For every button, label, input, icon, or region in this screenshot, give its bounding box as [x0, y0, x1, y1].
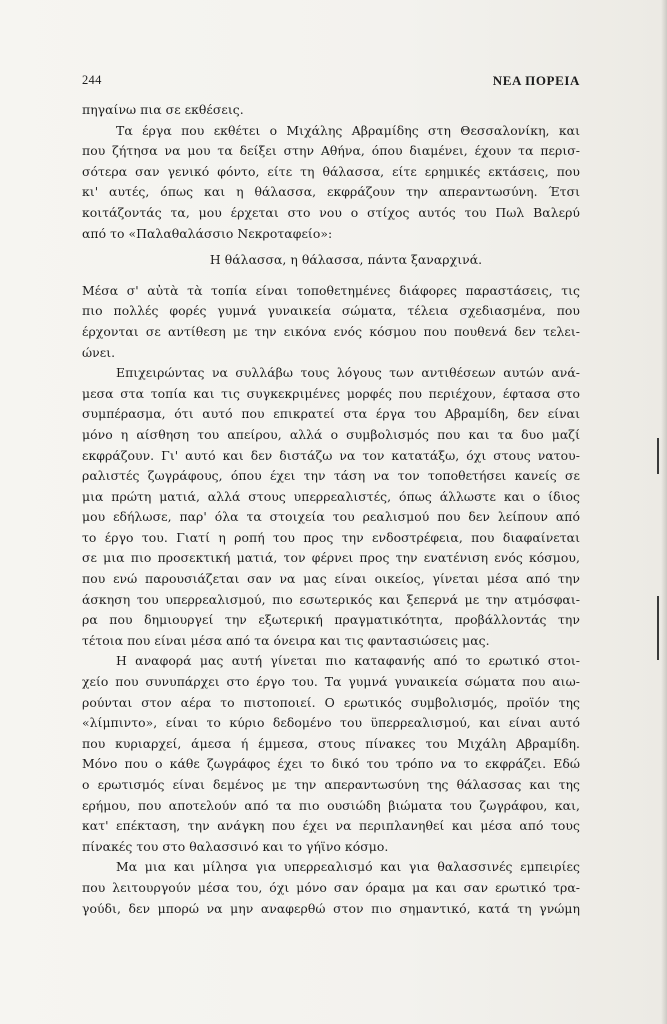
page-edge-shadow: [661, 0, 667, 1024]
text-line: Τα έργα που εκθέτει ο Μιχάλης Αβραμίδης στη Θεσσαλονίκη, και: [116, 122, 580, 138]
text-line: ρούνται στον αέρα το πιστοποιεί. Ο ερωτικός συμβολισμός, προϊόν της: [82, 694, 580, 710]
text-line: μου εδήλωσε, παρ' όλα τα στοιχεία του ρεαλισμού που δεν λείπουν από: [82, 509, 580, 525]
text-line: μια πρώτη ματιά, αλλά στους υπερρεαλιστές, όπως άλλωστε και ο ίδιος: [82, 488, 580, 504]
text-line: που ζήτησα να μου τα δείξει στην Αθήνα, όπου διαμένει, έχουν τα περισ-: [82, 143, 580, 159]
text-line: ο ερωτισμός είναι δεμένος με την απεραντωσύνη της θάλασσας και της: [82, 777, 580, 792]
text-line: πίνακές του στο θαλασσινό και το γήϊνο κόσμο.: [82, 838, 389, 854]
page-header: [82, 73, 580, 93]
text-line: μεσα στα τοπία και τις συγκεκριμένες μορφές που περιέχουν, έφτασα στο: [82, 385, 580, 401]
running-title: ΝΕΑ ΠΟΡΕΙΑ: [492, 73, 580, 88]
text-line: που λειτουργούν μέσα του, όχι μόνο σαν όραμα μα και σαν ερωτικό τρα-: [82, 879, 580, 895]
text-line: συμπέρασμα, ότι αυτό που επικρατεί στα έργα του Αβραμίδη, δεν είναι: [82, 406, 580, 422]
text-line: Επιχειρώντας να συλλάβω τους λόγους των αντιθέσεων αυτών ανά-: [116, 365, 580, 381]
text-line: που ενώ παρουσιάζεται σαν να μας είναι οικείος, γίνεται μέσα από την: [82, 571, 580, 587]
text-line: Μόνο που ο κάθε ζωγράφος έχει το δικό του τρόπο να το εκφράζει. Εδώ: [82, 756, 580, 772]
text-line: κατ' επέκταση, την ανάγκη που έχει να περιπλανηθεί και μέσα από τους: [82, 818, 580, 834]
text-line: κι' αυτές, όπως και η θάλασσα, εκφράζουν την απεραντωσύνη. Έτσι: [82, 184, 580, 200]
text-line: τέτοια που είναι μέσα από τα όνειρα και τις φαντασιώσεις μας.: [82, 632, 490, 648]
article-body: [82, 100, 580, 919]
text-line: Μέσα σ' αὐτὰ τὰ τοπία είναι τοποθετημένες διάφορες παραστάσεις, τις: [82, 282, 580, 298]
text-line: έρχονται σε αντίθεση με την εικόνα ενός κόσμου που πουθενά δεν τελει-: [82, 323, 580, 339]
text-line: μόνο η αίσθηση του απείρου, αλλά ο συμβολισμός που και τα δυο μαζί: [82, 426, 580, 442]
text-line: από το «Παλαθαλάσσιο Νεκροταφείο»:: [82, 225, 333, 241]
text-line: σότερα σαν γενικό φόντο, είτε τη θάλασσα, είτε ερημικές εκτάσεις, που: [82, 163, 580, 179]
text-line: «λίμπιντο», είναι το κύριο δεδομένο του ϋπερρεαλισμού, και είναι αυτό: [82, 715, 580, 731]
text-line: ώνει.: [82, 344, 116, 360]
text-line: Μα μια και μίλησα για υπερρεαλισμό και για θαλασσινές εμπειρίες: [116, 859, 580, 875]
text-line: χείο που συνυπάρχει στο έργο του. Τα γυμνά γυναικεία σώματα που αιω-: [82, 674, 580, 690]
text-line: σε μια πιο προσεκτική ματιά, τον φέρνει προς την ενατένιση ενός κόσμου,: [82, 550, 580, 566]
text-line: το έργο του. Γιατί η ροπή του προς την ενδοστρέφεια, που διαφαίνεται: [82, 529, 580, 545]
verse-line: Η θάλασσα, η θάλασσα, πάντα ξαναρχινά.: [209, 252, 483, 268]
margin-mark: [657, 438, 659, 474]
text-line: εκφράζουν. Γι' αυτό και δεν διστάζω να τον κατατάξω, όχι στους νατου-: [82, 447, 580, 463]
margin-mark: [657, 596, 659, 660]
text-line: ρα που δημιουργεί την εξωτερική πραγματικότητα, προβάλλοντάς την: [82, 612, 580, 628]
text-line: κοιτάζοντάς τα, μου έρχεται στο νου ο στίχος αυτός του Πωλ Βαλερύ: [82, 204, 580, 220]
page-number: 244: [82, 73, 102, 87]
text-line: πιο πολλές φορές γυμνά γυναικεία σώματα, τέλεια σχεδιασμένα, που: [82, 303, 580, 319]
text-line: πηγαίνω πια σε εκθέσεις.: [82, 102, 244, 117]
text-line: ερήμου, που αποτελούν από τα πιο ουσιώδη βιώματα του ζωγράφου, και,: [82, 797, 580, 813]
text-line: γούδι, δεν μπορώ να μην αναφερθώ στον πιο σημαντικό, κατά τη γνώμη: [82, 900, 580, 916]
text-line: ραλιστές ζωγράφους, όπου έχει την τάση να τον τοποθετήσει κανείς σε: [82, 468, 580, 484]
text-line: άσκηση του υπερρεαλισμού, πιο εσωτερικός και ξεπερνά με την ατμόσφαι-: [82, 591, 580, 607]
text-line: που κυριαρχεί, άμεσα ή έμμεσα, στους πίνακες του Μιχάλη Αβραμίδη.: [82, 735, 580, 751]
text-line: Η αναφορά μας αυτή γίνεται πιο καταφανής από το ερωτικό στοι-: [116, 653, 580, 669]
